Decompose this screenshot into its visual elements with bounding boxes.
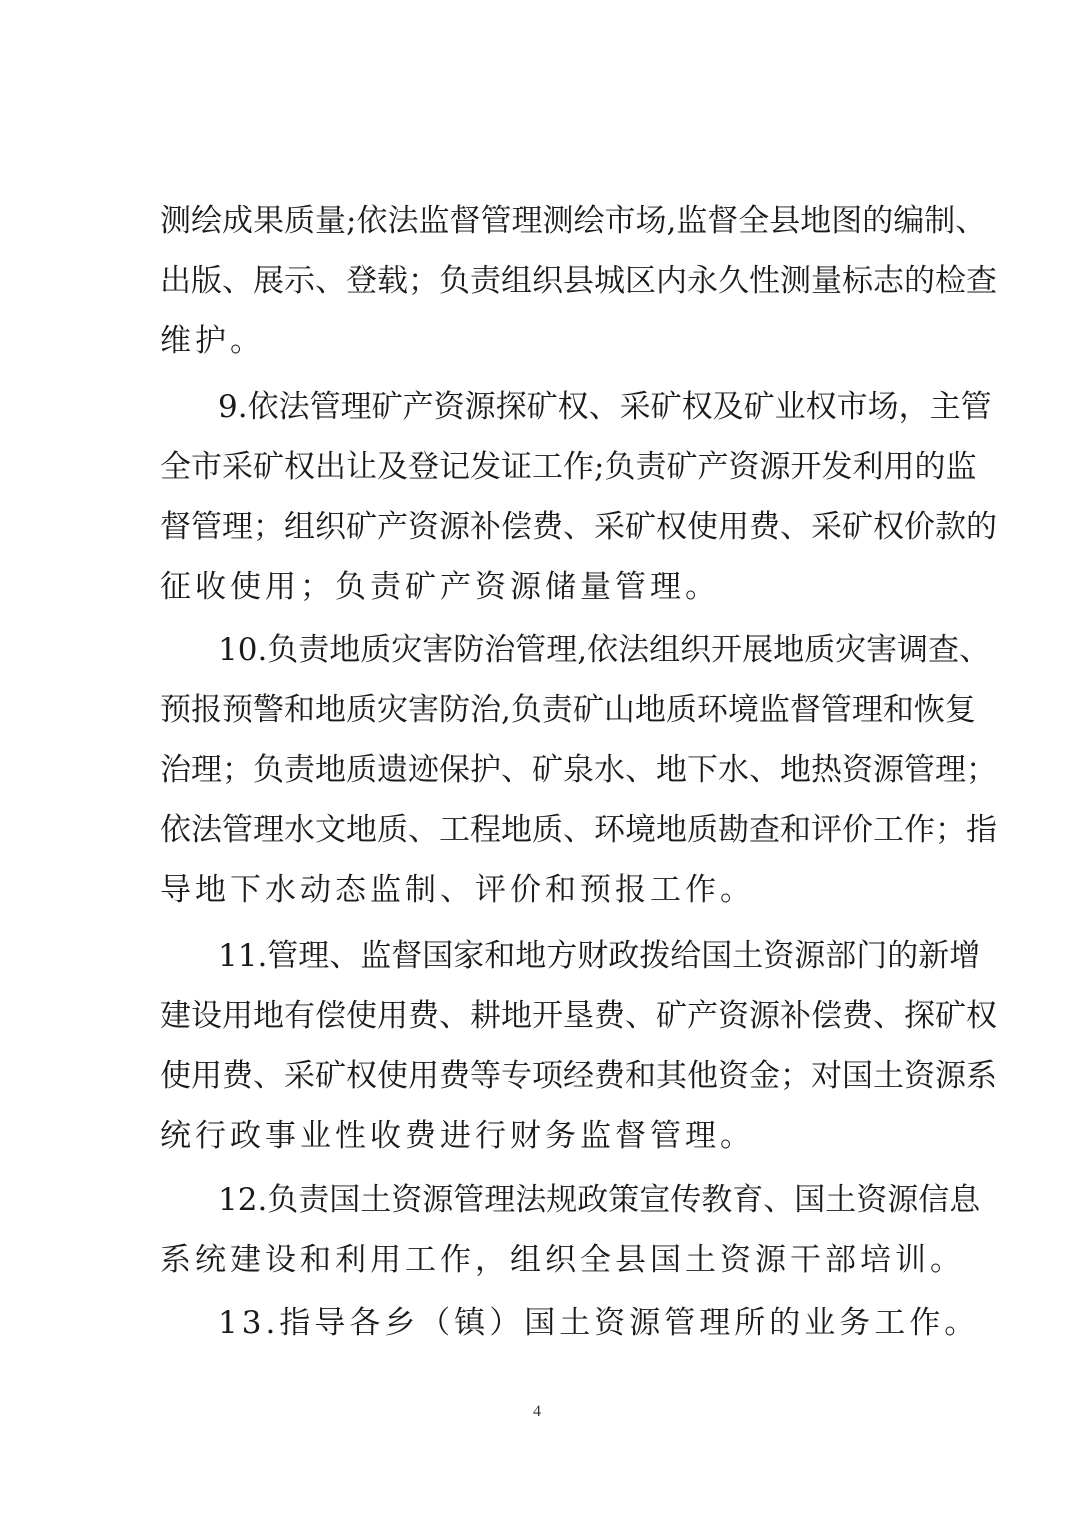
list-item-12-line: 12.负责国土资源管理法规政策宣传教育、国土资源信息	[218, 1182, 981, 1218]
list-item-9-line: 9.依法管理矿产资源探矿权、采矿权及矿业权市场，主管	[218, 389, 992, 425]
body-text-line: 治理；负责地质遗迹保护、矿泉水、地下水、地热资源管理；	[160, 752, 997, 788]
body-text-line: 出版、展示、登载；负责组织县城区内永久性测量标志的检查	[160, 263, 997, 299]
list-item-10-line: 10.负责地质灾害防治管理,依法组织开展地质灾害调查、	[218, 632, 991, 668]
list-item-11-line: 11.管理、监督国家和地方财政拨给国土资源部门的新增	[218, 938, 981, 974]
body-text-line: 依法管理水文地质、工程地质、环境地质勘查和评价工作；指	[160, 812, 997, 848]
body-text-line: 预报预警和地质灾害防治,负责矿山地质环境监督管理和恢复	[160, 692, 976, 728]
list-item-13-line: 13.指导各乡（镇）国土资源管理所的业务工作。	[218, 1305, 980, 1341]
body-text-line: 测绘成果质量;依法监督管理测绘市场,监督全县地图的编制、	[160, 203, 987, 239]
body-text-line: 系统建设和利用工作，组织全县国土资源干部培训。	[160, 1242, 965, 1278]
body-text-line: 统行政事业性收费进行财务监督管理。	[160, 1118, 755, 1154]
body-text-line: 维护。	[160, 323, 265, 359]
body-text-line: 使用费、采矿权使用费等专项经费和其他资金；对国土资源系	[160, 1058, 997, 1094]
page-number: 4	[533, 1403, 541, 1420]
body-text-line: 督管理；组织矿产资源补偿费、采矿权使用费、采矿权价款的	[160, 509, 997, 545]
body-text-line: 征收使用；负责矿产资源储量管理。	[160, 569, 720, 605]
body-text-line: 全市采矿权出让及登记发证工作;负责矿产资源开发利用的监	[160, 449, 977, 485]
body-text-line: 导地下水动态监制、评价和预报工作。	[160, 872, 755, 908]
body-text-line: 建设用地有偿使用费、耕地开垦费、矿产资源补偿费、探矿权	[160, 998, 997, 1034]
